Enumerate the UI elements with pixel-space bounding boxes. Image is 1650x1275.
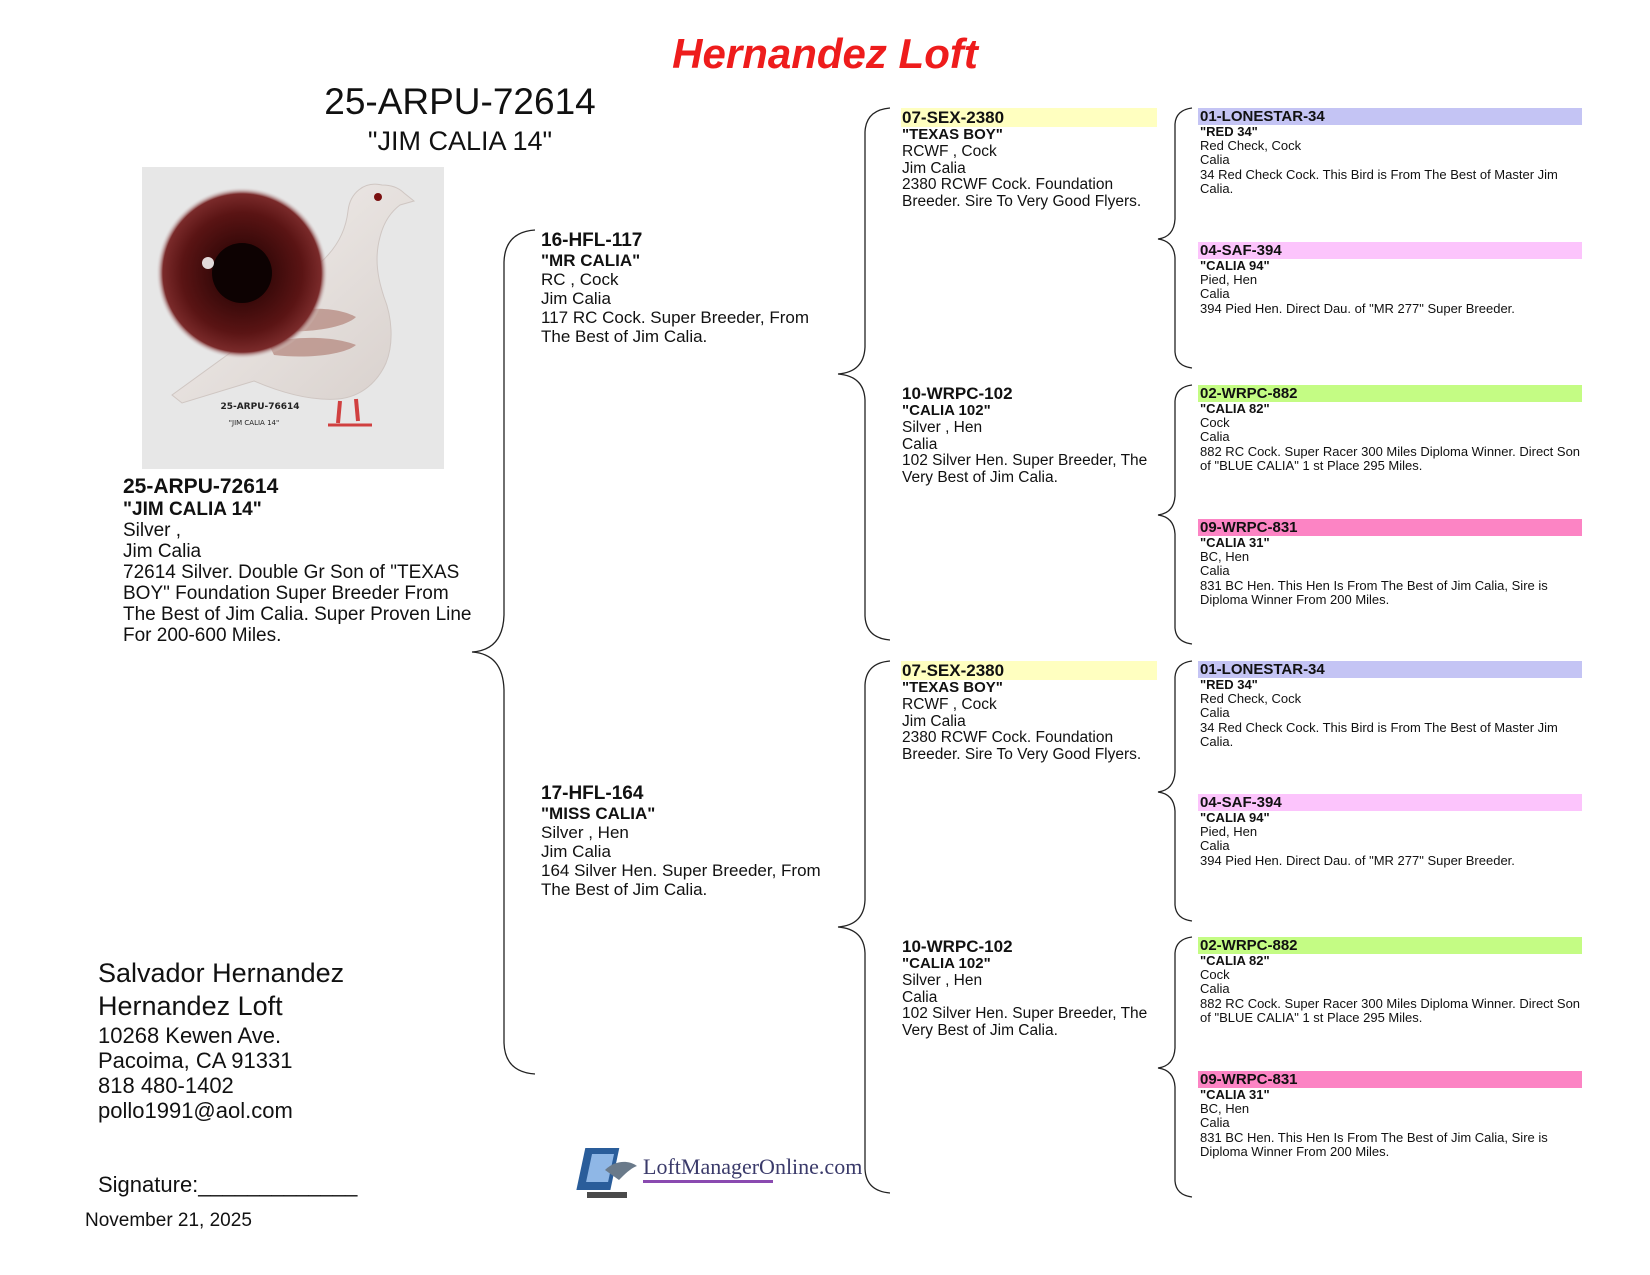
grandparent-name: "CALIA 102" (902, 955, 991, 972)
grandparent-band: 10-WRPC-102 (902, 384, 1013, 403)
great-grandparent-name: "CALIA 94" (1200, 258, 1270, 273)
grandparent-band: 07-SEX-2380 (901, 661, 1157, 680)
brace-g2-2 (1158, 661, 1192, 921)
great-grandparent-color-sex: Cock (1200, 415, 1230, 431)
sire-notes: 117 RC Cock. Super Breeder, From The Best of Jim Calia. (541, 308, 810, 346)
brace-sire (838, 108, 890, 640)
great-grandparent-name: "CALIA 31" (1200, 535, 1270, 550)
great-grandparent-notes: 882 RC Cock. Super Racer 300 Miles Diploma Winner. Direct Son of "BLUE CALIA" 1 st Place 295 Miles. (1200, 443, 1581, 473)
great-grandparent-breeder: Calia (1200, 152, 1230, 168)
grandparent-breeder: Calia (902, 435, 938, 453)
great-grandparent-notes: 394 Pied Hen. Direct Dau. of "MR 277" Super Breeder. (1200, 300, 1515, 316)
great-grandparent-band: 01-LONESTAR-34 (1198, 108, 1582, 125)
great-grandparent-notes: 34 Red Check Cock. This Bird is From The Best of Master Jim Calia. (1200, 719, 1558, 749)
great-grandparent-breeder: Calia (1200, 1115, 1230, 1131)
brace-g2-0 (1158, 108, 1192, 368)
great-grandparent-breeder: Calia (1200, 705, 1230, 721)
owner-loft: Hernandez Loft (98, 991, 283, 1021)
grandparent-breeder: Jim Calia (902, 159, 966, 177)
grandparent-notes: 2380 RCWF Cock. Foundation Breeder. Sire To Very Good Flyers. (902, 729, 1142, 764)
grandparent-color-sex: RCWF , Cock (902, 695, 997, 713)
great-grandparent-band: 04-SAF-394 (1198, 794, 1582, 811)
dam-band: 17-HFL-164 (541, 783, 644, 804)
grandparent-breeder: Jim Calia (902, 712, 966, 730)
great-grandparent-color-sex: Pied, Hen (1200, 824, 1258, 840)
grandparent-name: "CALIA 102" (902, 402, 991, 419)
sire-breeder: Jim Calia (541, 289, 611, 308)
great-grandparent-color-sex: Pied, Hen (1200, 272, 1258, 288)
owner-address1: 10268 Kewen Ave. (98, 1023, 282, 1048)
brace-subject (472, 230, 535, 1074)
great-grandparent-band: 04-SAF-394 (1198, 242, 1582, 259)
subject-notes: 72614 Silver. Double Gr Son of "TEXAS BOY" Foundation Super Breeder From The Best of Jim Calia. Super Proven Line For 200-600 Miles. (123, 562, 472, 646)
owner-address2: Pacoima, CA 91331 (98, 1048, 293, 1073)
great-grandparent-breeder: Calia (1200, 838, 1230, 854)
great-grandparent-name: "CALIA 82" (1200, 401, 1270, 416)
owner-email: pollo1991@aol.com (98, 1098, 293, 1123)
great-grandparent-band: 02-WRPC-882 (1198, 385, 1582, 402)
great-grandparent-name: "CALIA 31" (1200, 1087, 1270, 1102)
header-band: 25-ARPU-72614 (324, 81, 596, 122)
great-grandparent-notes: 34 Red Check Cock. This Bird is From The Best of Master Jim Calia. (1200, 166, 1558, 196)
great-grandparent-band: 09-WRPC-831 (1198, 1071, 1582, 1088)
logo-text: LoftManagerOnline.com (643, 1154, 863, 1179)
great-grandparent-color-sex: Red Check, Cock (1200, 138, 1302, 154)
dam-breeder: Jim Calia (541, 842, 611, 861)
photo-band-text: 25-ARPU-76614 (220, 402, 300, 412)
owner-info (98, 957, 518, 1123)
great-grandparent-color-sex: BC, Hen (1200, 549, 1250, 565)
grandparent-color-sex: Silver , Hen (902, 418, 983, 436)
sire-color-sex: RC , Cock (541, 270, 619, 289)
brace-g2-3 (1158, 937, 1192, 1197)
grandparent-notes: 2380 RCWF Cock. Foundation Breeder. Sire To Very Good Flyers. (902, 176, 1142, 211)
great-grandparent-notes: 882 RC Cock. Super Racer 300 Miles Diploma Winner. Direct Son of "BLUE CALIA" 1 st Place 295 Miles. (1200, 995, 1581, 1025)
subject-band: 25-ARPU-72614 (123, 475, 279, 498)
great-grandparent-name: "RED 34" (1200, 124, 1258, 139)
owner-phone: 818 480-1402 (98, 1073, 234, 1098)
grandparent-notes: 102 Silver Hen. Super Breeder, The Very Best of Jim Calia. (902, 452, 1148, 487)
sire-band: 16-HFL-117 (541, 230, 643, 251)
subject-breeder: Jim Calia (123, 541, 202, 562)
great-grandparent-notes: 831 BC Hen. This Hen Is From The Best of Jim Calia, Sire is Diploma Winner From 200 Miles. (1200, 577, 1548, 607)
great-grandparent-name: "CALIA 82" (1200, 953, 1270, 968)
owner-name: Salvador Hernandez (98, 958, 345, 988)
great-grandparent-name: "CALIA 94" (1200, 810, 1270, 825)
great-grandparent-color-sex: Cock (1200, 967, 1230, 983)
great-grandparent-breeder: Calia (1200, 429, 1230, 445)
header-bird-name: "JIM CALIA 14" (367, 126, 553, 156)
sire-name: "MR CALIA" (541, 251, 641, 270)
dam-color-sex: Silver , Hen (541, 823, 629, 842)
grandparent-breeder: Calia (902, 988, 938, 1006)
grandparent-color-sex: Silver , Hen (902, 971, 983, 989)
brace-g2-1 (1158, 385, 1192, 644)
great-grandparent-notes: 394 Pied Hen. Direct Dau. of "MR 277" Super Breeder. (1200, 852, 1515, 868)
great-grandparent-band: 09-WRPC-831 (1198, 519, 1582, 536)
grandparent-color-sex: RCWF , Cock (902, 142, 997, 160)
print-date: November 21, 2025 (85, 1210, 252, 1231)
subject-color-sex: Silver , (123, 520, 182, 541)
great-grandparent-color-sex: BC, Hen (1200, 1101, 1250, 1117)
great-grandparent-name: "RED 34" (1200, 677, 1258, 692)
dam-notes: 164 Silver Hen. Super Breeder, From The Best of Jim Calia. (541, 861, 821, 899)
great-grandparent-band: 02-WRPC-882 (1198, 937, 1582, 954)
grandparent-name: "TEXAS BOY" (902, 679, 1003, 696)
great-grandparent-breeder: Calia (1200, 563, 1230, 579)
great-grandparent-notes: 831 BC Hen. This Hen Is From The Best of Jim Calia, Sire is Diploma Winner From 200 Miles. (1200, 1129, 1548, 1159)
loft-title: Hernandez Loft (672, 30, 978, 77)
great-grandparent-color-sex: Red Check, Cock (1200, 691, 1302, 707)
grandparent-notes: 102 Silver Hen. Super Breeder, The Very Best of Jim Calia. (902, 1005, 1148, 1040)
great-grandparent-breeder: Calia (1200, 286, 1230, 302)
subject-name: "JIM CALIA 14" (123, 499, 262, 520)
dam-name: "MISS CALIA" (541, 804, 656, 823)
grandparent-band: 07-SEX-2380 (901, 108, 1157, 127)
signature-line: Signature:_____________ (98, 1172, 358, 1197)
brace-dam (838, 661, 890, 1193)
grandparent-band: 10-WRPC-102 (902, 937, 1013, 956)
great-grandparent-band: 01-LONESTAR-34 (1198, 661, 1582, 678)
grandparent-name: "TEXAS BOY" (902, 126, 1003, 143)
photo-name-text: "JIM CALIA 14" (228, 419, 280, 427)
great-grandparent-breeder: Calia (1200, 981, 1230, 997)
loftmanager-logo (585, 1140, 863, 1210)
